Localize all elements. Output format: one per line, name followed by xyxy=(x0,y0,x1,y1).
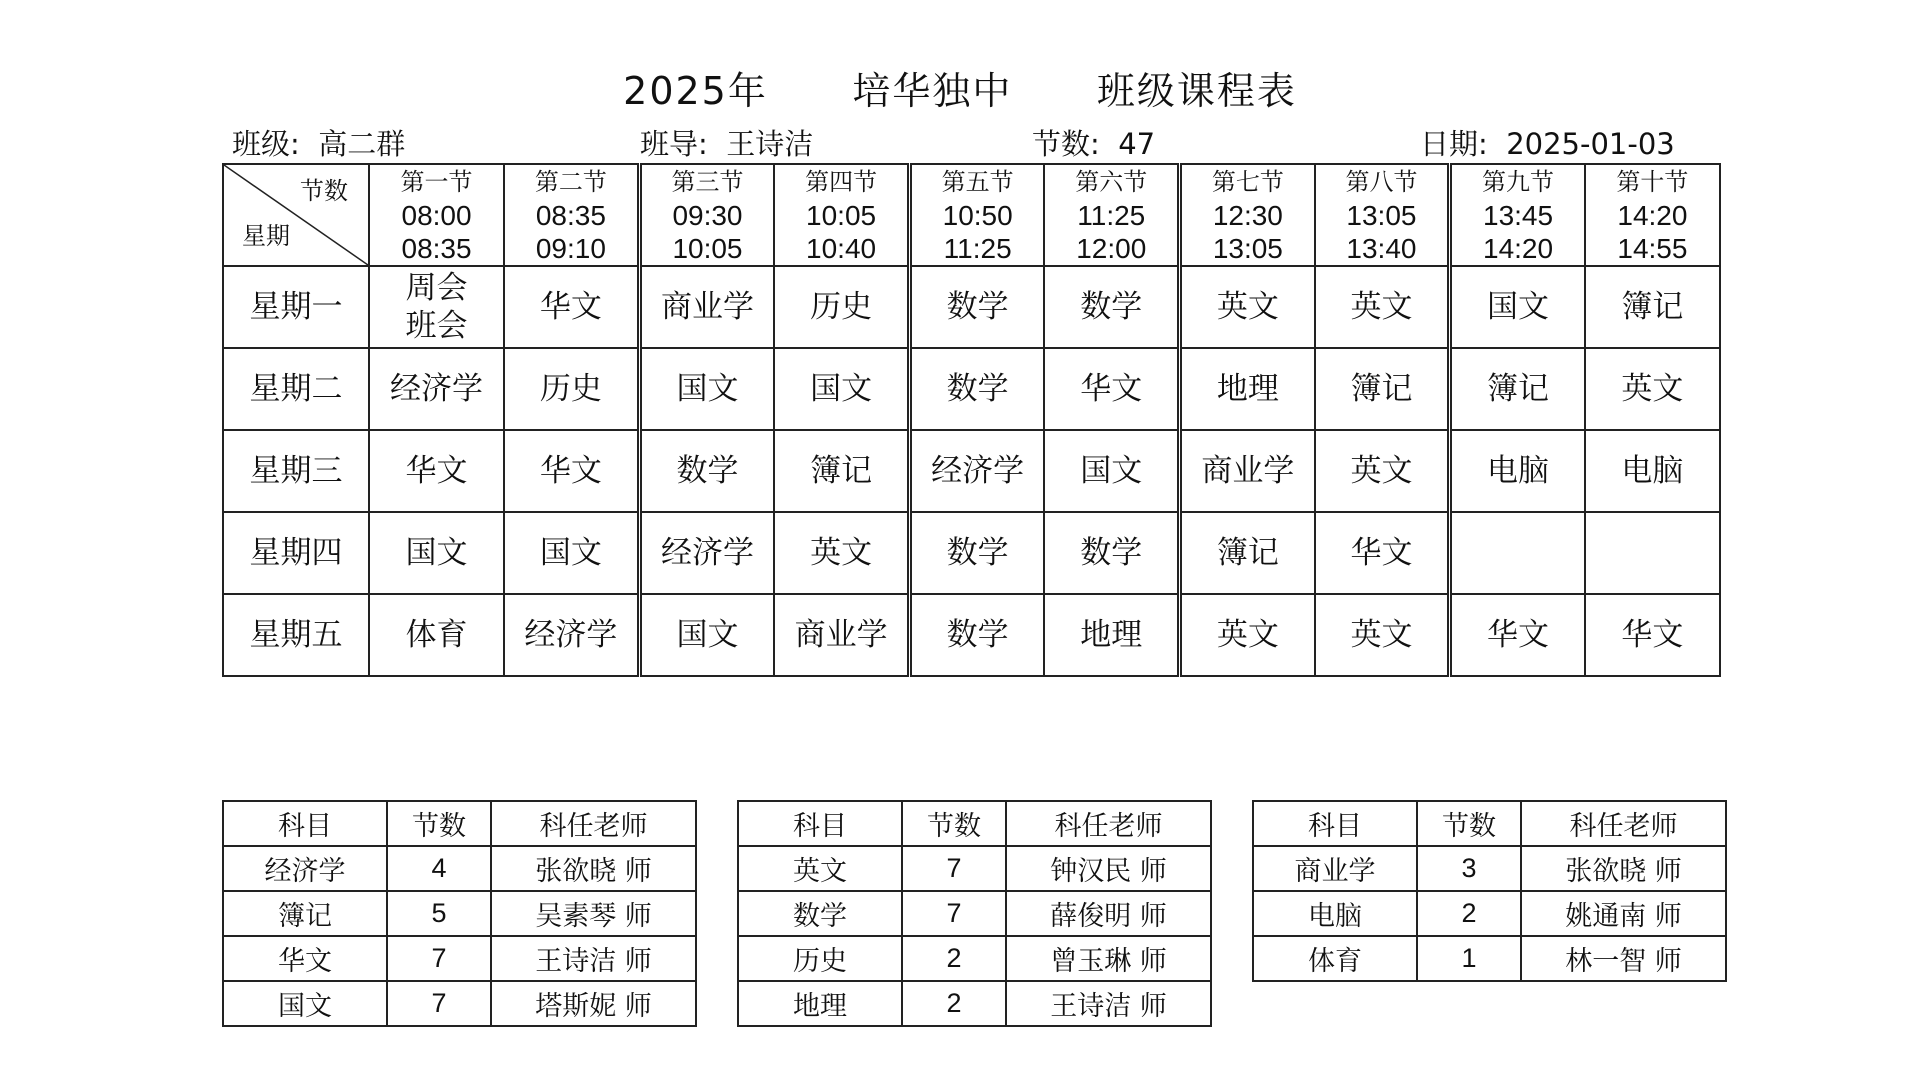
schedule-cell: 商业学 xyxy=(1180,430,1315,512)
period-start: 10:50 xyxy=(942,199,1013,231)
period-end: 11:25 xyxy=(943,232,1012,264)
schedule-cell: 簿记 xyxy=(774,430,909,512)
schedule-cell: 数学 xyxy=(909,512,1044,594)
schedule-cell: 商业学 xyxy=(774,594,909,676)
day-label: 星期一 xyxy=(223,266,369,348)
subject-teacher: 林一智 师 xyxy=(1521,936,1726,981)
schedule-cell: 电脑 xyxy=(1585,430,1720,512)
subject-row xyxy=(1253,936,1726,981)
schedule-cell: 国文 xyxy=(369,512,504,594)
schedule-cell: 英文 xyxy=(1180,594,1315,676)
schedule-cell: 电脑 xyxy=(1450,430,1585,512)
period-header xyxy=(504,164,639,266)
period-header xyxy=(639,164,774,266)
period-header xyxy=(1180,164,1315,266)
subject-name: 商业学 xyxy=(1253,846,1417,891)
subject-header: 科目 xyxy=(223,801,387,846)
schedule-cell: 商业学 xyxy=(639,266,774,348)
schedule-cell: 英文 xyxy=(1315,594,1450,676)
subject-teacher: 王诗洁 师 xyxy=(1006,981,1211,1026)
subject-header-row xyxy=(738,801,1211,846)
period-end: 13:05 xyxy=(1212,232,1283,264)
subject-name: 华文 xyxy=(223,936,387,981)
schedule-cell: 华文 xyxy=(1044,348,1179,430)
schedule-cell xyxy=(369,266,504,348)
schedule-cell: 英文 xyxy=(1585,348,1720,430)
schedule-cell: 经济学 xyxy=(504,594,639,676)
subject-header: 节数 xyxy=(1417,801,1521,846)
subject-teacher: 曾玉琳 师 xyxy=(1006,936,1211,981)
subject-teacher: 钟汉民 师 xyxy=(1006,846,1211,891)
period-name: 第二节 xyxy=(534,167,607,196)
schedule-cell: 华文 xyxy=(369,430,504,512)
subject-teacher: 塔斯妮 师 xyxy=(491,981,696,1026)
subject-teacher: 吴素琴 师 xyxy=(491,891,696,936)
subject-name: 经济学 xyxy=(223,846,387,891)
subject-table-1 xyxy=(222,800,697,1027)
schedule-cell: 华文 xyxy=(504,266,639,348)
subject-header-row xyxy=(223,801,696,846)
subject-count: 7 xyxy=(387,936,491,981)
period-header xyxy=(1315,164,1450,266)
subject-row xyxy=(223,981,696,1026)
subject-table-2 xyxy=(737,800,1212,1027)
period-start: 10:05 xyxy=(806,199,877,231)
schedule-cell: 数学 xyxy=(639,430,774,512)
subject-row xyxy=(738,891,1211,936)
subject-row xyxy=(738,981,1211,1026)
period-start: 13:45 xyxy=(1483,199,1554,231)
schedule-cell: 国文 xyxy=(1044,430,1179,512)
period-header xyxy=(1585,164,1720,266)
schedule-table xyxy=(222,163,1721,677)
schedule-cell: 体育 xyxy=(369,594,504,676)
period-name: 第一节 xyxy=(400,167,473,196)
subject-row xyxy=(223,891,696,936)
schedule-cell: 经济学 xyxy=(369,348,504,430)
schedule-cell: 华文 xyxy=(1450,594,1585,676)
period-start: 14:20 xyxy=(1617,199,1688,231)
period-end: 14:55 xyxy=(1617,232,1688,264)
subject-name: 数学 xyxy=(738,891,902,936)
schedule-cell: 英文 xyxy=(1180,266,1315,348)
page-title: 2025年 培华独中 班级课程表 xyxy=(623,69,1297,113)
period-start: 13:05 xyxy=(1346,199,1417,231)
schedule-cell: 国文 xyxy=(639,348,774,430)
schedule-cell: 簿记 xyxy=(1585,266,1720,348)
schedule-cell: 历史 xyxy=(504,348,639,430)
subject-row xyxy=(1253,846,1726,891)
subject-name: 电脑 xyxy=(1253,891,1417,936)
schedule-row xyxy=(223,348,1720,430)
schedule-cell: 数学 xyxy=(1044,266,1179,348)
period-name: 第五节 xyxy=(941,167,1014,196)
class-info: 班级: 高二群 xyxy=(232,127,406,161)
subject-name: 国文 xyxy=(223,981,387,1026)
schedule-row xyxy=(223,266,1720,348)
day-label: 星期五 xyxy=(223,594,369,676)
schedule-cell xyxy=(1585,512,1720,594)
period-name: 第六节 xyxy=(1075,167,1148,196)
schedule-cell: 华文 xyxy=(504,430,639,512)
date-info: 日期: 2025-01-03 xyxy=(1420,127,1675,161)
subject-count: 1 xyxy=(1417,936,1521,981)
schedule-cell: 历史 xyxy=(774,266,909,348)
schedule-cell: 经济学 xyxy=(639,512,774,594)
subject-header: 科目 xyxy=(1253,801,1417,846)
corner-label-period: 节数 xyxy=(300,177,348,205)
schedule-cell: 英文 xyxy=(774,512,909,594)
period-end: 14:20 xyxy=(1483,232,1554,264)
subject-name: 体育 xyxy=(1253,936,1417,981)
schedule-row xyxy=(223,594,1720,676)
period-name: 第四节 xyxy=(805,167,878,196)
schedule-cell: 数学 xyxy=(909,594,1044,676)
schedule-cell: 英文 xyxy=(1315,430,1450,512)
subject-teacher: 张欲晓 师 xyxy=(1521,846,1726,891)
period-name: 第八节 xyxy=(1345,167,1418,196)
period-name: 第九节 xyxy=(1482,167,1555,196)
subject-header-row xyxy=(1253,801,1726,846)
subject-count: 2 xyxy=(902,936,1006,981)
subject-teacher: 张欲晓 师 xyxy=(491,846,696,891)
subject-name: 历史 xyxy=(738,936,902,981)
subject-header: 节数 xyxy=(387,801,491,846)
subject-name: 英文 xyxy=(738,846,902,891)
period-end: 12:00 xyxy=(1076,232,1147,264)
subject-row xyxy=(223,936,696,981)
schedule-cell: 簿记 xyxy=(1180,512,1315,594)
period-end: 08:35 xyxy=(401,232,472,264)
period-name: 第三节 xyxy=(671,167,744,196)
period-header xyxy=(1044,164,1179,266)
corner-label-day: 星期 xyxy=(242,222,290,250)
period-header xyxy=(369,164,504,266)
subject-count: 3 xyxy=(1417,846,1521,891)
schedule-cell: 经济学 xyxy=(909,430,1044,512)
schedule-cell: 数学 xyxy=(1044,512,1179,594)
subject-header: 节数 xyxy=(902,801,1006,846)
schedule-cell: 英文 xyxy=(1315,266,1450,348)
period-name: 第七节 xyxy=(1211,167,1284,196)
period-header xyxy=(774,164,909,266)
schedule-cell: 簿记 xyxy=(1450,348,1585,430)
subject-header: 科任老师 xyxy=(1006,801,1211,846)
period-start: 09:30 xyxy=(672,199,743,231)
schedule-cell: 数学 xyxy=(909,266,1044,348)
schedule-cell: 国文 xyxy=(774,348,909,430)
subject-teacher: 王诗洁 师 xyxy=(491,936,696,981)
subject-teacher: 姚通南 师 xyxy=(1521,891,1726,936)
schedule-cell: 国文 xyxy=(639,594,774,676)
subject-row xyxy=(738,936,1211,981)
subject-header: 科任老师 xyxy=(1521,801,1726,846)
subject-name: 簿记 xyxy=(223,891,387,936)
day-label: 星期二 xyxy=(223,348,369,430)
schedule-cell: 华文 xyxy=(1315,512,1450,594)
period-end: 09:10 xyxy=(535,232,606,264)
subject-count: 7 xyxy=(387,981,491,1026)
schedule-cell-line: 周会 xyxy=(405,270,468,306)
period-end: 10:05 xyxy=(672,232,743,264)
period-name: 第十节 xyxy=(1616,167,1689,196)
period-end: 10:40 xyxy=(806,232,877,264)
subject-count: 7 xyxy=(902,891,1006,936)
schedule-cell: 簿记 xyxy=(1315,348,1450,430)
period-header xyxy=(909,164,1044,266)
period-header xyxy=(1450,164,1585,266)
schedule-header-row xyxy=(223,164,1720,266)
subject-row xyxy=(223,846,696,891)
period-end: 13:40 xyxy=(1346,232,1417,264)
subject-count: 5 xyxy=(387,891,491,936)
subject-header: 科目 xyxy=(738,801,902,846)
schedule-cell: 地理 xyxy=(1180,348,1315,430)
subject-header: 科任老师 xyxy=(491,801,696,846)
schedule-cell: 地理 xyxy=(1044,594,1179,676)
period-start: 08:35 xyxy=(535,199,606,231)
corner-cell xyxy=(223,164,369,266)
schedule-cell: 国文 xyxy=(504,512,639,594)
subject-name: 地理 xyxy=(738,981,902,1026)
subject-count: 2 xyxy=(1417,891,1521,936)
subject-count: 4 xyxy=(387,846,491,891)
schedule-row xyxy=(223,430,1720,512)
schedule-cell: 数学 xyxy=(909,348,1044,430)
subject-teacher: 薛俊明 师 xyxy=(1006,891,1211,936)
subject-count: 7 xyxy=(902,846,1006,891)
day-label: 星期三 xyxy=(223,430,369,512)
subject-row xyxy=(1253,891,1726,936)
schedule-cell: 国文 xyxy=(1450,266,1585,348)
subject-count: 2 xyxy=(902,981,1006,1026)
subject-table-3 xyxy=(1252,800,1727,982)
day-label: 星期四 xyxy=(223,512,369,594)
period-start: 11:25 xyxy=(1077,199,1146,231)
schedule-cell-line: 班会 xyxy=(405,308,468,344)
subject-row xyxy=(738,846,1211,891)
periods-info: 节数: 47 xyxy=(1032,127,1156,161)
schedule-cell: 华文 xyxy=(1585,594,1720,676)
schedule-row xyxy=(223,512,1720,594)
schedule-cell xyxy=(1450,512,1585,594)
period-start: 08:00 xyxy=(401,199,472,231)
advisor-info: 班导: 王诗洁 xyxy=(640,127,814,161)
period-start: 12:30 xyxy=(1212,199,1283,231)
